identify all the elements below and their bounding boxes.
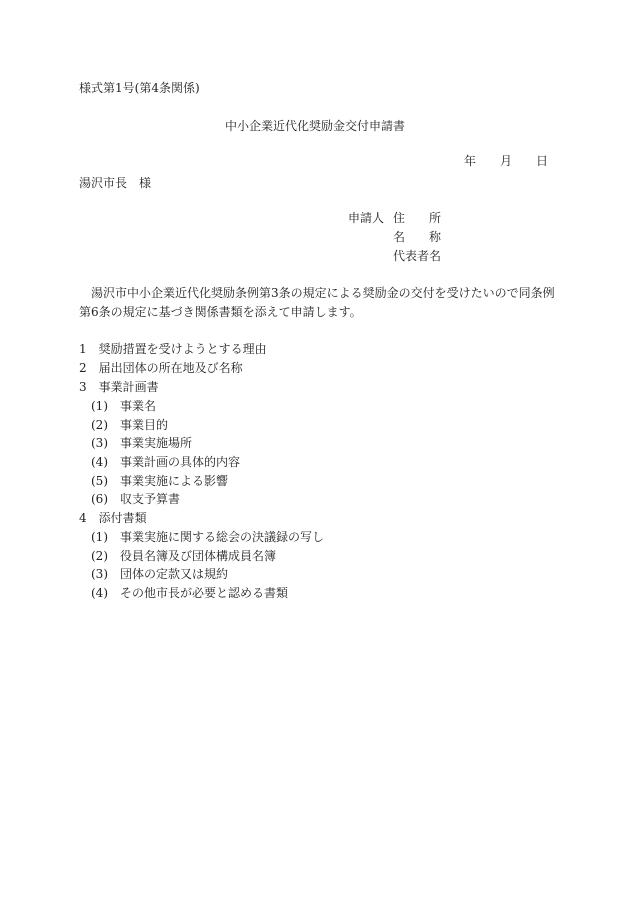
date-year-label: 年: [464, 154, 477, 168]
form-number-label: 様式第1号(第4条関係): [79, 81, 200, 95]
date-day-label: 日: [536, 154, 549, 168]
list-item: 4 添付書類: [79, 511, 147, 525]
applicant-representative-label: 代表者名: [393, 249, 442, 263]
list-subitem: (3) 団体の定款又は規約: [91, 567, 228, 581]
applicant-name-label: 名 称: [393, 230, 442, 244]
list-subitem: (4) 事業計画の具体的内容: [91, 455, 240, 469]
list-subitem: (6) 収支予算書: [91, 492, 180, 506]
list-subitem: (3) 事業実施場所: [91, 436, 192, 450]
list-item: 2 届出団体の所在地及び名称: [79, 361, 243, 375]
body-text-line: 第6条の規定に基づき関係書類を添えて申請します。: [79, 305, 362, 319]
list-item: 1 奨励措置を受けようとする理由: [79, 342, 267, 356]
date-month-label: 月: [500, 154, 513, 168]
list-subitem: (4) その他市長が必要と認める書類: [91, 586, 288, 600]
list-subitem: (2) 事業目的: [91, 418, 168, 432]
list-subitem: (2) 役員名簿及び団体構成員名簿: [91, 549, 276, 563]
list-item: 3 事業計画書: [79, 380, 159, 394]
addressee: 湯沢市長 様: [79, 176, 152, 190]
applicant-address-label: 住 所: [393, 211, 442, 225]
list-subitem: (1) 事業実施に関する総会の決議録の写し: [91, 530, 324, 544]
applicant-label: 申請人: [348, 211, 385, 225]
document-title: 中小企業近代化奨励金交付申請書: [224, 119, 405, 133]
body-text-line: 湯沢市中小企業近代化奨励条例第3条の規定による奨励金の交付を受けたいので同条例: [91, 286, 555, 300]
list-subitem: (1) 事業名: [91, 399, 156, 413]
list-subitem: (5) 事業実施による影響: [91, 474, 228, 488]
